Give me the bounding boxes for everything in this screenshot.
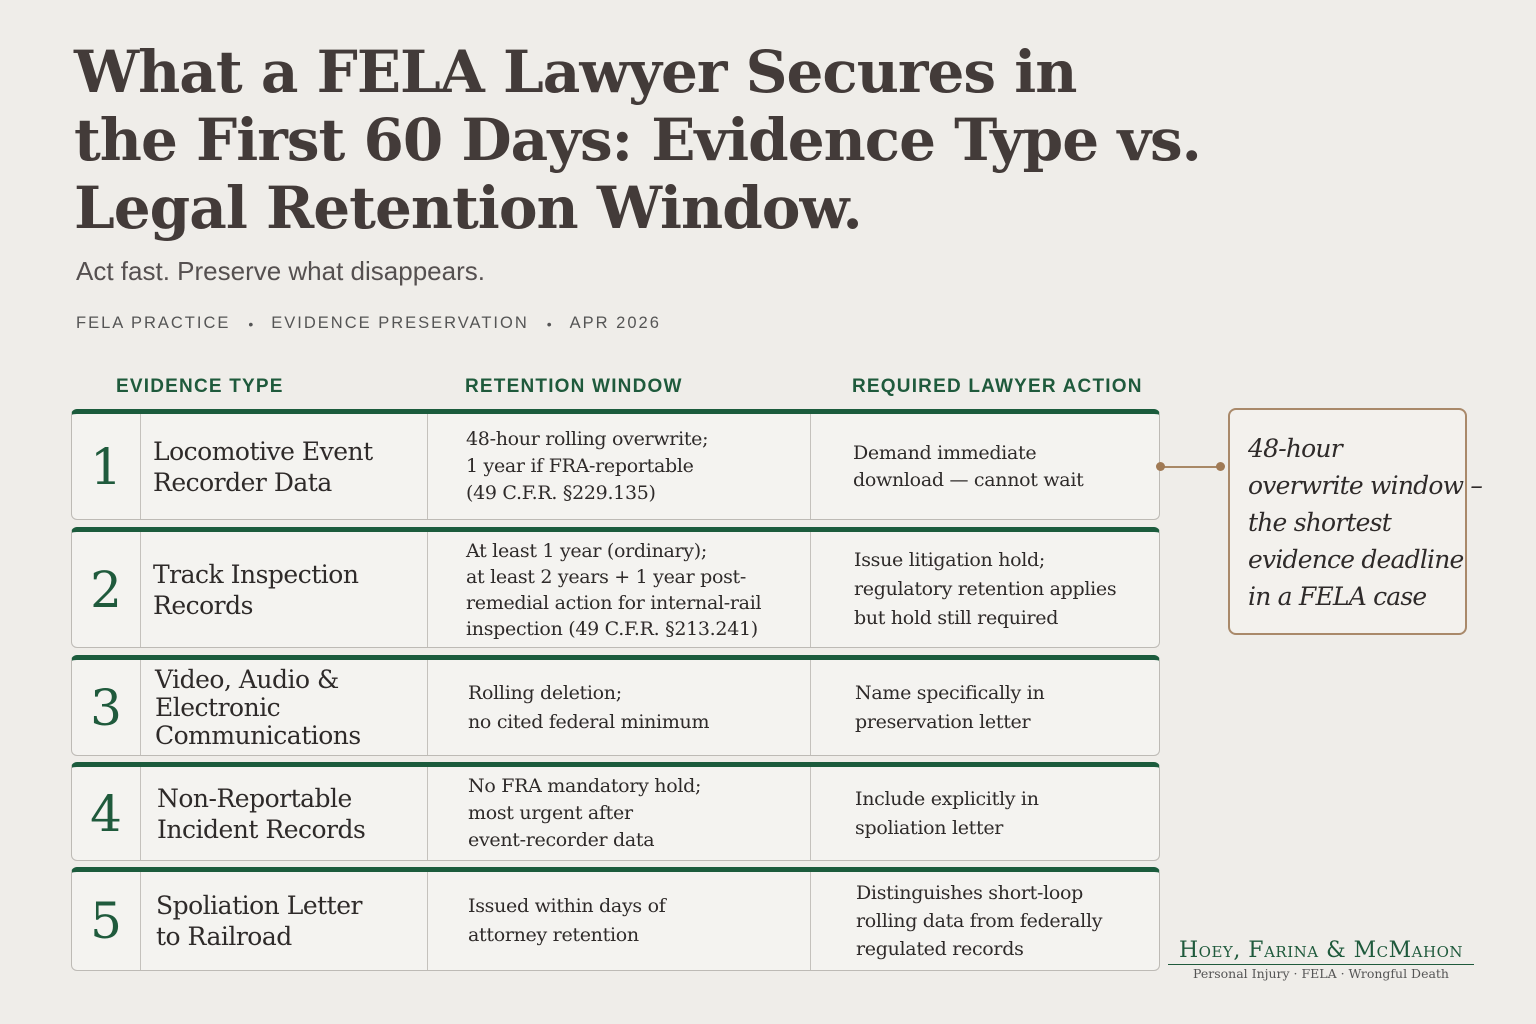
action-line: preservation letter xyxy=(855,710,1031,733)
title-line: the First 60 Days: Evidence Type vs. xyxy=(74,106,1201,174)
retention-window-cell xyxy=(468,660,709,755)
connector-dot xyxy=(1156,462,1165,471)
evidence-line: Electronic xyxy=(155,692,281,722)
page-subtitle: Act fast. Preserve what disappears. xyxy=(76,256,485,286)
title-line: Legal Retention Window. xyxy=(74,174,862,242)
evidence-line: Communications xyxy=(155,720,361,750)
evidence-line: Non-Reportable xyxy=(157,783,352,813)
callout-line: overwrite window – xyxy=(1248,471,1483,500)
evidence-line: Spoliation Letter xyxy=(156,891,362,920)
callout-line: 48-hour xyxy=(1248,434,1342,463)
evidence-line: Incident Records xyxy=(157,814,366,844)
firm-tagline: Personal Injury · FELA · Wrongful Death xyxy=(1193,966,1449,981)
evidence-line: Track Inspection xyxy=(153,559,359,589)
action-line: rolling data from federally xyxy=(856,910,1103,932)
callout-line: evidence deadline xyxy=(1248,545,1464,574)
callout-box xyxy=(1228,408,1483,635)
action-line: spoliation letter xyxy=(855,816,1004,839)
evidence-type-cell xyxy=(153,414,373,519)
page-title xyxy=(74,38,1201,242)
retention-line: most urgent after xyxy=(468,802,633,824)
lawyer-action-cell xyxy=(854,532,1116,647)
lawyer-action-cell xyxy=(853,414,1083,519)
lawyer-action-cell xyxy=(855,660,1044,755)
action-line: but hold still required xyxy=(854,607,1059,629)
retention-window-cell xyxy=(468,872,665,970)
evidence-line: Video, Audio & xyxy=(155,664,339,694)
retention-line: remedial action for internal-rail xyxy=(466,591,762,614)
retention-line: No FRA mandatory hold; xyxy=(468,775,702,797)
meta-separator: • xyxy=(546,315,552,332)
action-line: Name specifically in xyxy=(855,681,1045,704)
retention-line: at least 2 years + 1 year post- xyxy=(466,565,747,588)
connector-dot xyxy=(1216,462,1225,471)
table-row xyxy=(71,762,1160,861)
callout-line: in a FELA case xyxy=(1248,582,1427,611)
retention-line: 48-hour rolling overwrite; xyxy=(466,428,709,450)
action-line: Demand immediate xyxy=(853,441,1037,464)
row-number: 4 xyxy=(90,784,122,843)
meta-topic: EVIDENCE PRESERVATION xyxy=(271,314,529,332)
row-number: 3 xyxy=(90,678,122,737)
title-line: What a FELA Lawyer Secures in xyxy=(74,38,1077,106)
evidence-line: to Railroad xyxy=(156,922,292,951)
evidence-type-cell xyxy=(153,532,358,647)
row-number: 2 xyxy=(90,560,122,619)
row-number: 1 xyxy=(90,437,122,496)
evidence-line: Recorder Data xyxy=(153,467,332,497)
firm-logo-name: Hoey, Farina & McMahon xyxy=(1178,938,1464,963)
retention-window-cell xyxy=(466,532,761,647)
action-line: Distinguishes short-loop xyxy=(856,882,1083,904)
callout-line: the shortest xyxy=(1248,508,1391,537)
meta-date: APR 2026 xyxy=(569,314,661,332)
table-row xyxy=(71,867,1160,971)
action-line: regulated records xyxy=(856,938,1024,960)
column-header-action: REQUIRED LAWYER ACTION xyxy=(852,376,1143,397)
evidence-type-cell xyxy=(156,872,362,970)
retention-line: no cited federal minimum xyxy=(468,710,710,733)
evidence-line: Records xyxy=(153,590,253,620)
retention-line: inspection (49 C.F.R. §213.241) xyxy=(466,617,758,640)
retention-window-cell xyxy=(466,414,708,519)
table-row xyxy=(71,409,1160,520)
table-row xyxy=(71,655,1160,756)
meta-separator: • xyxy=(248,315,254,332)
firm-logo-rule xyxy=(1168,964,1474,965)
callout-connector-line xyxy=(1161,466,1221,468)
evidence-type-cell xyxy=(157,767,365,860)
retention-window-cell xyxy=(468,767,701,860)
lawyer-action-cell xyxy=(855,767,1039,860)
meta-line xyxy=(76,314,661,333)
retention-line: Issued within days of xyxy=(468,895,666,917)
meta-practice: FELA PRACTICE xyxy=(76,314,231,332)
retention-line: Rolling deletion; xyxy=(468,681,622,704)
evidence-line: Locomotive Event xyxy=(153,436,373,466)
action-line: Issue litigation hold; xyxy=(854,549,1046,571)
retention-line: attorney retention xyxy=(468,924,639,946)
column-header-retention: RETENTION WINDOW xyxy=(465,376,683,397)
retention-line: At least 1 year (ordinary); xyxy=(466,539,707,562)
evidence-type-cell xyxy=(155,660,361,755)
action-line: Include explicitly in xyxy=(855,787,1039,810)
action-line: regulatory retention applies xyxy=(854,578,1117,600)
retention-line: event-recorder data xyxy=(468,829,655,851)
retention-line: (49 C.F.R. §229.135) xyxy=(466,482,656,504)
lawyer-action-cell xyxy=(856,872,1102,970)
column-header-evidence: EVIDENCE TYPE xyxy=(116,376,284,397)
table-row xyxy=(71,527,1160,648)
retention-line: 1 year if FRA-reportable xyxy=(466,455,694,477)
action-line: download — cannot wait xyxy=(853,468,1084,491)
row-number: 5 xyxy=(90,892,122,950)
